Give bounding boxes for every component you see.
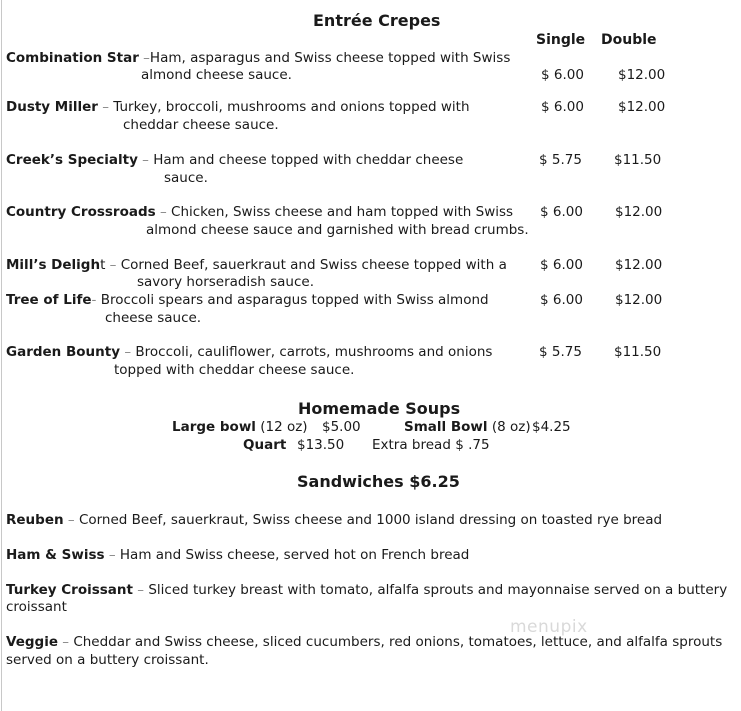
soup-large-size: (12 oz) <box>255 419 308 435</box>
soup-small-label: Small Bowl <box>404 419 488 435</box>
soup-large-price: $5.00 <box>322 419 361 435</box>
crepe-item <box>6 292 489 309</box>
crepe-desc-cont: savory horseradish sauce. <box>137 274 314 290</box>
sandwich-sep: – <box>63 512 79 528</box>
sandwich-sep: – <box>132 582 149 598</box>
soup-small-size: (8 oz) <box>487 419 531 435</box>
price-single: $ 5.75 <box>539 152 582 168</box>
sandwich-sep: – <box>104 547 120 563</box>
sandwich-name: Reuben <box>6 512 64 528</box>
soup-small <box>404 419 531 436</box>
crepe-name: Garden Bounty <box>6 344 121 360</box>
crepe-name: Country Crossroads <box>6 204 156 220</box>
crepe-desc-cont: topped with cheddar cheese sauce. <box>114 362 355 378</box>
sandwich-desc: Ham and Swiss cheese, served hot on French bread <box>119 547 470 563</box>
sandwich-item <box>6 634 722 651</box>
sandwich-item <box>6 582 727 599</box>
sandwiches-title: Sandwiches $6.25 <box>297 472 460 491</box>
sandwich-desc: Sliced turkey breast with tomato, alfalfa sprouts and mayonnaise served on a buttery <box>148 582 728 598</box>
soup-small-price: $4.25 <box>532 419 571 435</box>
sandwich-name: Veggie <box>6 634 58 650</box>
crepe-desc-cont: almond cheese sauce. <box>141 67 292 83</box>
price-single: $ 6.00 <box>541 99 584 115</box>
price-double: $11.50 <box>614 152 662 168</box>
crepe-name: Tree of Life <box>6 292 92 308</box>
sandwich-desc: Cheddar and Swiss cheese, sliced cucumbers, red onions, tomatoes, lettuce, and alfalfa sprouts <box>73 634 723 650</box>
crepe-item <box>6 257 507 274</box>
soup-large-label: Large bowl <box>172 419 256 435</box>
extra-bread: Extra bread $ .75 <box>372 437 490 453</box>
price-double: $12.00 <box>618 67 666 83</box>
crepe-item <box>6 344 492 361</box>
crepe-desc-cont: almond cheese sauce and garnished with bread crumbs. <box>146 222 529 238</box>
crepe-sep: – <box>155 204 172 220</box>
soup-large <box>172 419 308 436</box>
sandwich-desc: Corned Beef, sauerkraut, Swiss cheese and 1000 island dressing on toasted rye bread <box>78 512 663 528</box>
crepe-name-tail: t <box>100 257 106 273</box>
crepe-name: Mill’s Deligh <box>6 257 101 273</box>
crepe-sep: - <box>91 292 101 308</box>
crepe-sep: – <box>137 152 154 168</box>
watermark-logo: menupix <box>510 617 588 637</box>
crepe-desc-cont: cheese sauce. <box>105 310 202 326</box>
crepe-desc: Broccoli, cauliflower, carrots, mushrooms and onions <box>135 344 493 360</box>
crepe-desc: Ham, asparagus and Swiss cheese topped with Swiss <box>149 50 511 66</box>
soup-quart-label: Quart <box>243 437 287 453</box>
crepe-item <box>6 204 513 221</box>
soup-quart <box>243 437 286 454</box>
sandwich-name: Ham & Swiss <box>6 547 105 563</box>
sandwich-item <box>6 512 662 529</box>
sandwich-desc-cont: croissant <box>6 599 67 615</box>
sandwich-item <box>6 547 469 564</box>
crepe-desc: Ham and cheese topped with cheddar cheese <box>153 152 464 168</box>
price-double: $12.00 <box>615 204 663 220</box>
price-single: $ 6.00 <box>540 204 583 220</box>
price-single: $ 6.00 <box>540 292 583 308</box>
crepes-title: Entrée Crepes <box>313 11 441 30</box>
price-double: $11.50 <box>614 344 662 360</box>
price-single: $ 5.75 <box>539 344 582 360</box>
crepe-desc: Corned Beef, sauerkraut and Swiss cheese topped with a <box>120 257 507 273</box>
crepe-sep: – <box>120 344 136 360</box>
crepe-desc-cont: sauce. <box>164 170 208 186</box>
col-double-header: Double <box>601 32 657 48</box>
crepe-name: Creek’s Specialty <box>6 152 138 168</box>
soups-title: Homemade Soups <box>298 399 461 418</box>
crepe-item <box>6 152 463 169</box>
crepe-sep: – <box>138 50 150 66</box>
crepe-item <box>6 99 470 116</box>
sandwich-name: Turkey Croissant <box>6 582 133 598</box>
price-double: $12.00 <box>615 257 663 273</box>
soup-quart-price: $13.50 <box>297 437 345 453</box>
crepe-name: Combination Star <box>6 50 139 66</box>
price-single: $ 6.00 <box>540 257 583 273</box>
page-border <box>1 0 2 711</box>
price-single: $ 6.00 <box>541 67 584 83</box>
col-single-header: Single <box>536 32 586 48</box>
crepe-desc: Turkey, broccoli, mushrooms and onions topped with <box>113 99 470 115</box>
crepe-name: Dusty Miller <box>6 99 98 115</box>
crepe-sep: – <box>105 257 121 273</box>
price-double: $12.00 <box>615 292 663 308</box>
crepe-desc-cont: cheddar cheese sauce. <box>123 117 279 133</box>
sandwich-sep: – <box>57 634 74 650</box>
crepe-item <box>6 50 510 67</box>
crepe-desc: Broccoli spears and asparagus topped with Swiss almond <box>100 292 489 308</box>
crepe-desc: Chicken, Swiss cheese and ham topped with Swiss <box>171 204 514 220</box>
price-double: $12.00 <box>618 99 666 115</box>
sandwich-desc-cont: served on a buttery croissant. <box>6 652 209 668</box>
crepe-sep: – <box>97 99 114 115</box>
